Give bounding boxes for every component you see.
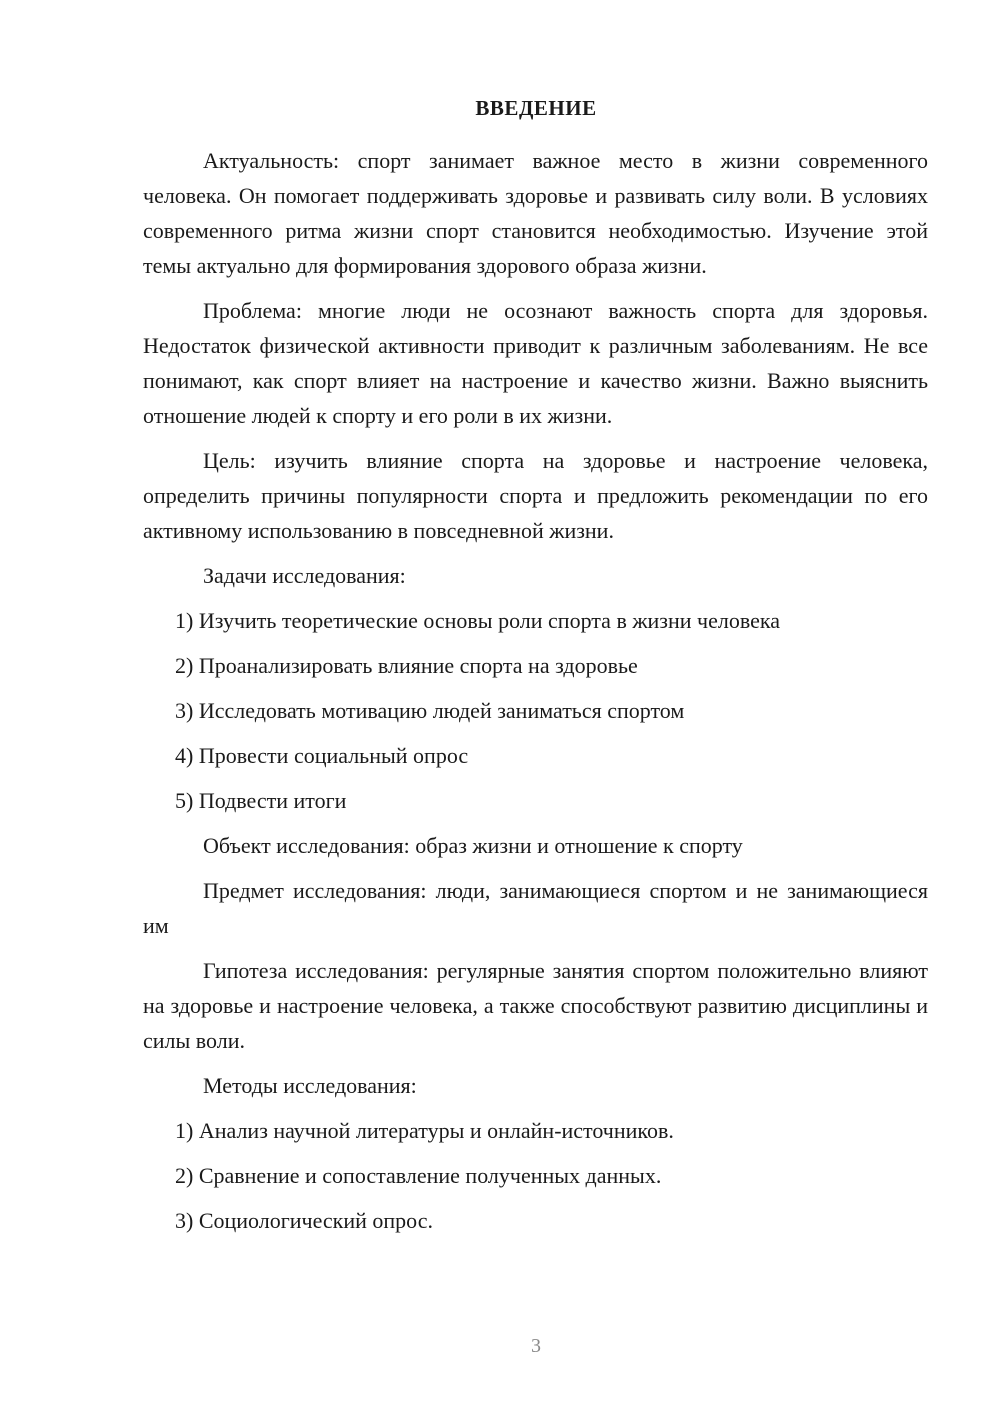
tasks-list bbox=[143, 603, 928, 818]
tasks-heading: Задачи исследования: bbox=[203, 563, 406, 588]
problem-paragraph: Проблема: многие люди не осознают важность спорта для здоровья. Недостаток физической активности приводит к различным заболеваниям. Не все понимают, как спорт влияет на настроение и качество жизни. Важно выяснить отношение людей к спорту и его роли в их жизни. bbox=[143, 298, 928, 428]
hypothesis-paragraph: Гипотеза исследования: регулярные занятия спортом положительно влияют на здоровье и настроение человека, а также способствуют развитию дисциплины и силы воли. bbox=[143, 958, 928, 1053]
list-item: 5) Подвести итоги bbox=[175, 788, 347, 813]
list-item: 1) Изучить теоретические основы роли спорта в жизни человека bbox=[175, 608, 780, 633]
list-item: 2) Сравнение и сопоставление полученных данных. bbox=[175, 1163, 662, 1188]
methods-heading: Методы исследования: bbox=[203, 1073, 417, 1098]
goal-paragraph: Цель: изучить влияние спорта на здоровье и настроение человека, определить причины популярности спорта и предложить рекомендации по его активному использованию в повседневной жизни. bbox=[143, 448, 928, 543]
list-item: 2) Проанализировать влияние спорта на здоровье bbox=[175, 653, 638, 678]
subject-paragraph: Предмет исследования: люди, занимающиеся спортом и не занимающиеся им bbox=[143, 878, 928, 938]
page-body bbox=[143, 143, 928, 1248]
methods-list bbox=[143, 1113, 928, 1238]
list-item: 4) Провести социальный опрос bbox=[175, 743, 469, 768]
page-number: 3 bbox=[531, 1335, 541, 1357]
relevance-paragraph: Актуальность: спорт занимает важное место в жизни современного человека. Он помогает поддерживать здоровье и развивать силу воли. В условиях современного ритма жизни спорт становится необходимостью. Изучение этой темы актуально для формирования здорового образа жизни. bbox=[143, 148, 928, 278]
list-item: 3) Социологический опрос. bbox=[175, 1208, 433, 1233]
list-item: 1) Анализ научной литературы и онлайн-источников. bbox=[175, 1118, 674, 1143]
object-paragraph: Объект исследования: образ жизни и отношение к спорту bbox=[203, 833, 743, 858]
list-item: 3) Исследовать мотивацию людей заниматься спортом bbox=[175, 698, 685, 723]
page-title: ВВЕДЕНИЕ bbox=[475, 96, 597, 120]
